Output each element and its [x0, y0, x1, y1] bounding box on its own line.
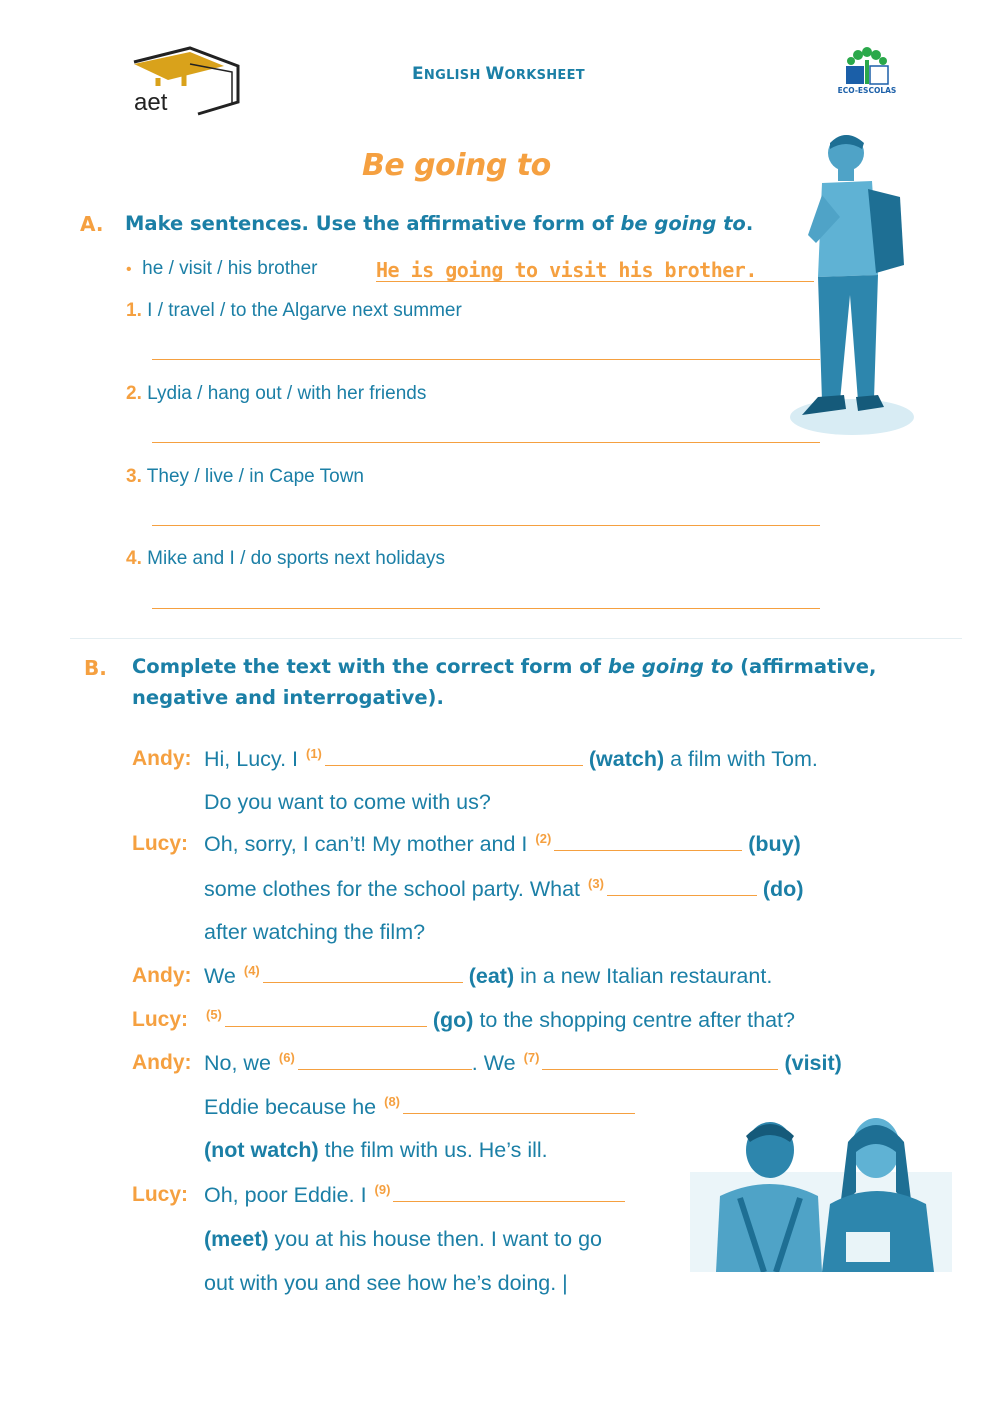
dialogue-line: after watching the film? — [204, 920, 426, 944]
dialogue-line: Do you want to come with us? — [204, 790, 491, 814]
example-answer-line — [376, 280, 814, 282]
gap-1[interactable] — [325, 748, 583, 766]
dialogue-line: Oh, sorry, I can’t! My mother and I $^{(2)}$ (buy) — [204, 831, 801, 856]
answer-line-2[interactable] — [152, 441, 820, 443]
speaker-andy: Andy: — [132, 964, 192, 987]
eco-escolas-label: ECO-ESCOLAS — [837, 86, 897, 95]
gap-7[interactable] — [542, 1052, 778, 1070]
answer-line-1[interactable] — [152, 358, 820, 360]
dialogue-line: Eddie because he $^{(8)}$ — [204, 1094, 635, 1120]
dialogue-line: (not watch) the film with us. He’s ill. — [204, 1138, 548, 1162]
page-title: Be going to — [362, 148, 551, 183]
gap-3[interactable] — [607, 878, 757, 896]
gap-2[interactable] — [554, 833, 742, 851]
dialogue-line: (meet) you at his house then. I want to go — [204, 1227, 602, 1251]
speaker-lucy: Lucy: — [132, 1008, 189, 1031]
section-b-letter: B. — [84, 656, 107, 680]
answer-line-4[interactable] — [152, 607, 820, 609]
section-a-item-2: 2. Lydia / hang out / with her friends — [126, 383, 427, 404]
section-divider — [70, 638, 962, 639]
section-a-item-3: 3. They / live / in Cape Town — [126, 466, 364, 487]
dialogue-line: out with you and see how he’s doing. | — [204, 1271, 568, 1295]
gap-8[interactable] — [403, 1096, 635, 1114]
section-a-example: • he / visit / his brother — [126, 258, 318, 279]
section-a-instruction: Make sentences. Use the affirmative form of be going to. — [125, 212, 754, 235]
speaker-lucy: Lucy: — [132, 1183, 189, 1206]
gap-5[interactable] — [225, 1009, 427, 1027]
dialogue-line: Oh, poor Eddie. I $^{(9)}$ — [204, 1182, 625, 1208]
answer-line-3[interactable] — [152, 524, 820, 526]
worksheet-header: ENGLISH WORKSHEET — [412, 64, 585, 84]
dialogue-line: Hi, Lucy. I $^{(1)}$ (watch) a film with Tom. — [204, 746, 818, 771]
two-students-photo — [690, 1112, 952, 1272]
dialogue-line: No, we $^{(6)}$ . We $^{(7)}$ (visit) — [204, 1050, 842, 1075]
example-answer: He is going to visit his brother. — [376, 258, 757, 282]
dialogue-line: $^{(5)}$ (go) to the shopping centre after that? — [206, 1007, 795, 1032]
section-a-letter: A. — [80, 212, 104, 236]
section-a-item-1: 1. I / travel / to the Algarve next summer — [126, 300, 462, 321]
gap-6[interactable] — [298, 1052, 472, 1070]
gap-9[interactable] — [393, 1184, 625, 1202]
speaker-andy: Andy: — [132, 1051, 192, 1074]
speaker-andy: Andy: — [132, 747, 192, 770]
bullet-icon: • — [126, 261, 132, 278]
section-b-instruction: Complete the text with the correct form of be going to (affirmative, negative and interrogative). — [132, 655, 877, 709]
aet-logo-text: aet — [134, 89, 168, 116]
gap-4[interactable] — [263, 965, 463, 983]
section-a-item-4: 4. Mike and I / do sports next holidays — [126, 548, 445, 569]
dialogue-line: We $^{(4)}$ (eat) in a new Italian restaurant. — [204, 963, 773, 988]
dialogue-line: some clothes for the school party. What $^{(3)}$ (do) — [204, 876, 804, 901]
speaker-lucy: Lucy: — [132, 832, 189, 855]
aet-logo — [128, 42, 246, 122]
